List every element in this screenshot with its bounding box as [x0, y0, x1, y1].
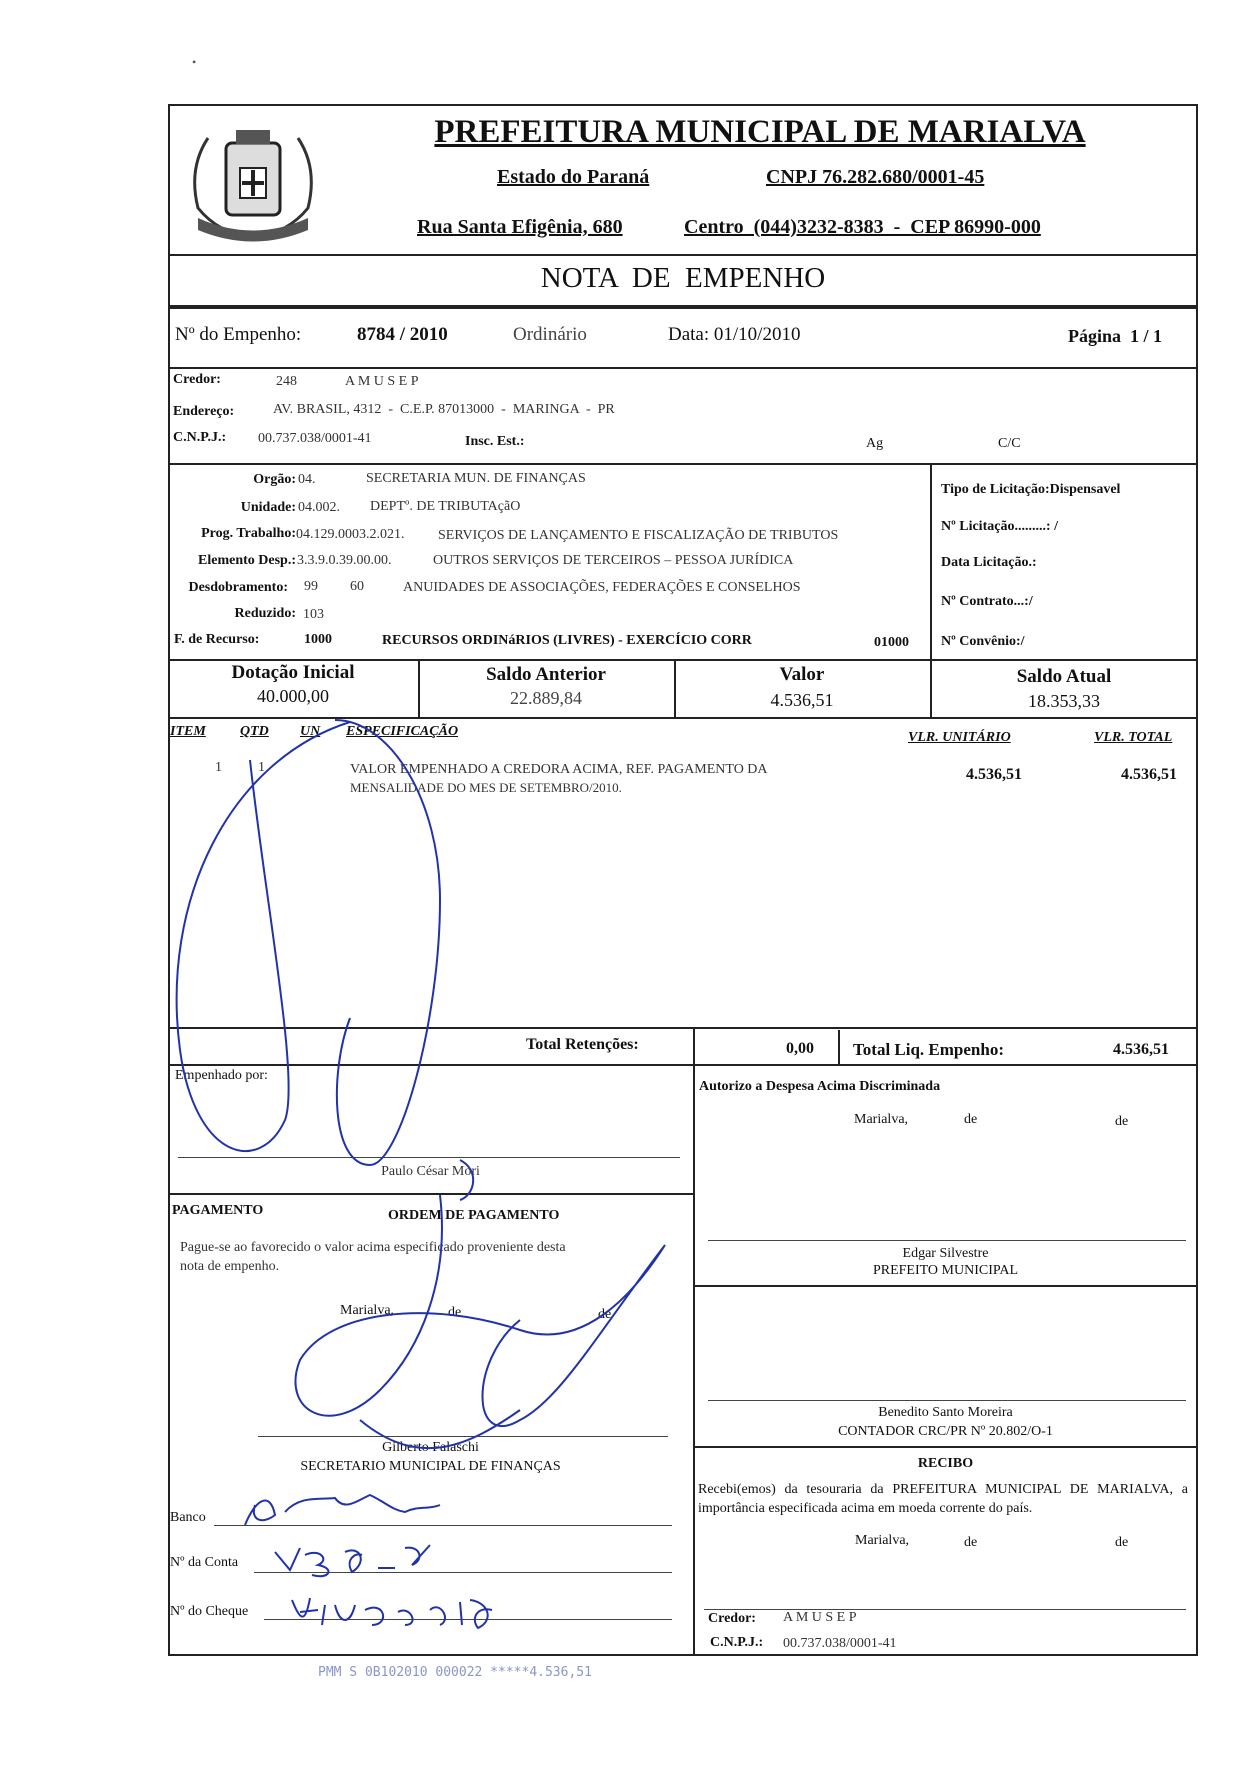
recibo-title: RECIBO [917, 1456, 974, 1471]
pagamento-title: PAGAMENTO [172, 1203, 264, 1218]
empenho-number-label: Nº do Empenho: [175, 324, 302, 345]
saldo-anterior-label: Saldo Anterior [486, 664, 606, 685]
mechanical-stamp: PMM S 0B102010 000022 *****4.536,51 [318, 1665, 592, 1680]
pagamento-text-2: nota de empenho. [180, 1259, 280, 1274]
pagamento-de-2: de [598, 1307, 612, 1322]
banco-label: Banco [170, 1510, 206, 1525]
recibo-cnpj: 00.737.038/0001-41 [783, 1636, 897, 1651]
recibo-credor-label: Credor: [708, 1611, 756, 1626]
elemento-code: 3.3.9.0.39.00.00. [297, 553, 392, 568]
recibo-de-1: de [964, 1535, 978, 1550]
elemento-label: Elemento Desp.: [198, 553, 296, 568]
orgao-label: Orgão: [253, 472, 296, 487]
org-cnpj: CNPJ 76.282.680/0001-45 [766, 166, 985, 188]
autorizo-place: Marialva, [854, 1112, 909, 1127]
prog-label: Prog. Trabalho: [201, 526, 296, 541]
saldo-atual-label: Saldo Atual [1016, 666, 1112, 687]
secretary-name: Gilberto Falaschi [382, 1440, 479, 1455]
page-number: Página 1 / 1 [1068, 326, 1163, 346]
recurso-sub: 01000 [874, 635, 909, 650]
desdobramento-a: 99 [304, 579, 318, 594]
n-licitacao: Nº Licitação.........: / [941, 519, 1058, 534]
retencoes-value: 0,00 [786, 1040, 814, 1057]
liquido-label: Total Liq. Empenho: [853, 1040, 1004, 1059]
signer-1-name: Paulo César Mori [381, 1164, 480, 1179]
ag-label: Ag [866, 436, 884, 451]
conta-label: Nº da Conta [170, 1555, 239, 1570]
org-contact: Centro (044)3232-8383 - CEP 86990-000 [684, 216, 1041, 238]
scan-mark: • [192, 55, 197, 69]
n-convenio: Nº Convênio:/ [941, 634, 1025, 649]
autorizo-de-1: de [964, 1112, 978, 1127]
empenho-date: Data: 01/10/2010 [668, 324, 801, 345]
valor-value: 4.536,51 [770, 690, 834, 710]
orgao-code: 04. [298, 472, 316, 487]
org-name: PREFEITURA MUNICIPAL DE MARIALVA [434, 114, 1086, 150]
pagamento-de-1: de [448, 1305, 462, 1320]
saldo-anterior-value: 22.889,84 [510, 688, 582, 708]
reduzido-label: Reduzido: [234, 606, 296, 621]
empenhado-por-label: Empenhado por: [175, 1068, 268, 1083]
recurso-name: RECURSOS ORDINáRIOS (LIVRES) - EXERCÍCIO CORR [382, 633, 752, 648]
org-street: Rua Santa Efigênia, 680 [417, 216, 623, 238]
state-name: Estado do Paraná [497, 166, 650, 188]
tipo-licitacao: Tipo de Licitação:Dispensavel [941, 482, 1121, 497]
credor-address: AV. BRASIL, 4312 - C.E.P. 87013000 - MARINGA - PR [273, 402, 615, 417]
autorizo-text: Autorizo a Despesa Acima Discriminada [699, 1079, 941, 1094]
col-vlr-total: VLR. TOTAL [1094, 730, 1173, 745]
recurso-code: 1000 [304, 632, 332, 647]
item-qtd: 1 [258, 760, 265, 775]
insc-label: Insc. Est.: [465, 434, 525, 449]
pagamento-place: Marialva, [340, 1303, 395, 1318]
item-unit-price: 4.536,51 [966, 766, 1022, 783]
cc-label: C/C [998, 436, 1021, 451]
recibo-de-2: de [1115, 1535, 1129, 1550]
accountant-title: CONTADOR CRC/PR Nº 20.802/O-1 [838, 1424, 1053, 1439]
cheque-label: Nº do Cheque [170, 1604, 249, 1619]
credor-cnpj: 00.737.038/0001-41 [258, 431, 372, 446]
credor-name: A M U S E P [345, 374, 419, 389]
secretary-title: SECRETARIO MUNICIPAL DE FINANÇAS [300, 1459, 561, 1474]
desdobramento-label: Desdobramento: [188, 580, 288, 595]
recibo-place: Marialva, [855, 1533, 910, 1548]
address-label: Endereço: [173, 404, 235, 419]
unidade-label: Unidade: [240, 500, 296, 515]
item-total-price: 4.536,51 [1121, 766, 1177, 783]
orgao-name: SECRETARIA MUN. DE FINANÇAS [366, 471, 586, 486]
retencoes-label: Total Retenções: [526, 1036, 639, 1053]
credor-code: 248 [276, 374, 297, 389]
cnpj-label: C.N.P.J.: [173, 430, 227, 445]
item-spec-line-2: MENSALIDADE DO MES DE SETEMBRO/2010. [350, 780, 622, 795]
prog-name: SERVIÇOS DE LANÇAMENTO E FISCALIZAÇÃO DE TRIBUTOS [438, 528, 839, 543]
mayor-name: Edgar Silvestre [902, 1246, 989, 1261]
col-vlr-unitario: VLR. UNITÁRIO [908, 730, 1011, 745]
prog-code: 04.129.0003.2.021. [296, 527, 405, 542]
pagamento-text-1: Pague-se ao favorecido o valor acima especificado proveniente desta [180, 1240, 566, 1255]
reduzido-value: 103 [303, 607, 324, 622]
elemento-name: OUTROS SERVIÇOS DE TERCEIROS – PESSOA JURÍDICA [433, 553, 794, 568]
autorizo-de-2: de [1115, 1114, 1129, 1129]
doc-title: NOTA DE EMPENHO [540, 262, 826, 294]
data-licitacao: Data Licitação.: [941, 555, 1037, 570]
recibo-credor: A M U S E P [783, 1610, 857, 1625]
col-item: ITEM [170, 724, 206, 739]
item-spec-line-1: VALOR EMPENHADO A CREDORA ACIMA, REF. PAGAMENTO DA [350, 762, 768, 777]
accountant-name: Benedito Santo Moreira [878, 1405, 1013, 1420]
col-qtd: QTD [240, 724, 269, 739]
item-number: 1 [215, 760, 222, 775]
desdobramento-b: 60 [350, 579, 364, 594]
empenho-type: Ordinário [513, 324, 587, 345]
unidade-name: DEPTº. DE TRIBUTAçãO [370, 499, 521, 514]
recurso-label: F. de Recurso: [174, 632, 260, 647]
dotacao-label: Dotação Inicial [231, 662, 355, 683]
n-contrato: Nº Contrato...:/ [941, 594, 1033, 609]
liquido-value: 4.536,51 [1113, 1041, 1169, 1058]
unidade-code: 04.002. [298, 500, 340, 515]
credor-label: Credor: [173, 372, 221, 387]
valor-label: Valor [779, 664, 825, 685]
empenho-number: 8784 / 2010 [357, 324, 448, 345]
ordem-pagamento-title: ORDEM DE PAGAMENTO [388, 1208, 560, 1223]
col-un: UN [300, 724, 321, 739]
saldo-atual-value: 18.353,33 [1028, 691, 1100, 711]
recibo-text: Recebi(emos) da tesouraria da PREFEITURA MUNICIPAL DE MARIALVA, a importância especificada acima em moeda corrente do país. [698, 1482, 1188, 1516]
recibo-cnpj-label: C.N.P.J.: [710, 1635, 764, 1650]
desdobramento-name: ANUIDADES DE ASSOCIAÇÕES, FEDERAÇÕES E CONSELHOS [403, 580, 801, 595]
col-especificacao: ESPECIFICAÇÃO [346, 724, 459, 739]
mayor-title: PREFEITO MUNICIPAL [872, 1263, 1019, 1278]
dotacao-value: 40.000,00 [257, 686, 329, 706]
